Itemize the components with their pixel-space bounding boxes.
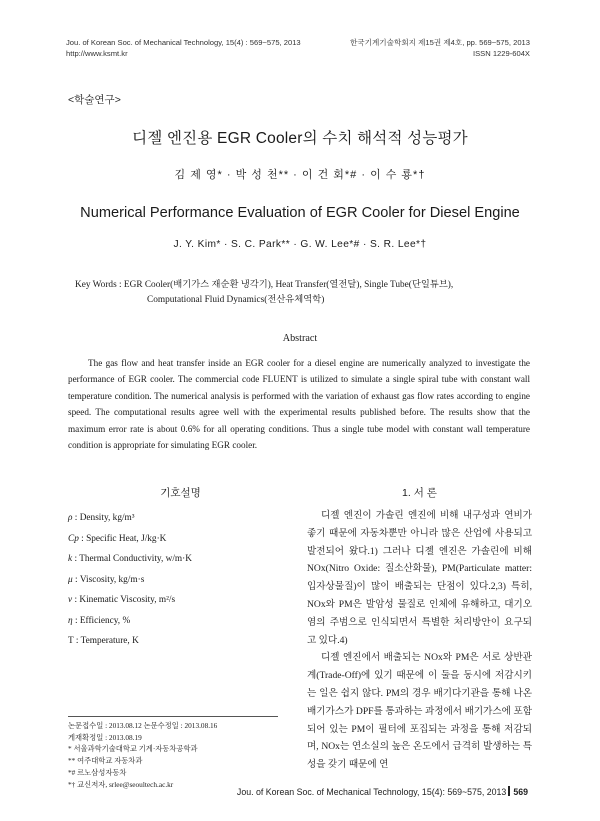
introduction-paragraph-2: 디젤 엔진에서 배출되는 NOx와 PM은 서로 상반관계(Trade-Off)에 있기 때문에 이 둘을 동시에 저감시키는 일은 쉽지 않다. PM의 경우 배기다기관을 통해 나온 배기가스가 DPF를 통과하는 과정에서 배기가스에 포함되어 있는 PM이 필터에 포집되는 과정을 통해 저감되며, NOx는 연소실의 높은 온도에서 급격히 발생하는 특성을 갖기 때문에 연 [307,652,532,771]
footer-citation: Jou. of Korean Soc. of Mechanical Technology, 15(4): 569~575, 2013 [236,787,507,797]
nomenclature-item: η : Efficiency, % [68,615,131,626]
nomenclature-list [68,508,298,652]
article-category: <학술연구> [68,94,121,106]
journal-citation-en: Jou. of Korean Soc. of Mechanical Technology, 15(4) : 569~575, 2013 [66,38,301,47]
nomenclature-item: T : Temperature, K [68,636,139,646]
footnotes [68,720,303,790]
accepted-date: 게재확정일 : 2013.08.19 [68,732,142,742]
keywords-line2: Computational Fluid Dynamics(전산유체역학) [147,295,325,305]
nomenclature-item: μ : Viscosity, kg/m·s [68,574,145,585]
introduction-paragraph-1: 디젤 엔진이 가솔린 엔진에 비해 내구성과 연비가 좋기 때문에 자동차뿐만 아니라 많은 산업에 사용되고 발전되어 왔다.1) 그러나 디젤 엔진은 가솔린에 비해 NOx(Nitro Oxide: 질소산화물), PM(Particulate matter: 입자상물질)이 많이 배출되는 단점이 있다.2,3) 특히, NOx와 PM은 발암성 물질로 인체에 유해하고, 대기오염의 주범으로 인식되면서 특별한 처리방안이 요구되고 있다.4) [307,510,532,646]
running-header-left [66,38,301,59]
nomenclature-heading: 기호설명 [160,487,201,499]
page-number: 569 [513,787,528,797]
running-header-right [350,38,530,59]
received-dates: 논문접수일 : 2013.08.12 논문수정일 : 2013.08.16 [68,721,218,730]
section-heading-introduction: 1. 서 론 [402,487,437,499]
journal-citation-ko: 한국기계기술학회지 제15권 제4호, pp. 569~575, 2013 [349,38,530,47]
nomenclature-item: ρ : Density, kg/m³ [68,513,135,523]
nomenclature-item: Cp : Specific Heat, J/kg·K [68,533,167,544]
introduction-body [307,507,532,774]
title-korean: 디젤 엔진용 EGR Cooler의 수치 해석적 성능평가 [132,130,468,147]
affiliation-3: *# 르노삼성자동차 [68,767,127,777]
footer-separator [508,786,510,796]
page-footer [237,786,528,797]
nomenclature-item: ν : Kinematic Viscosity, m²/s [68,595,176,605]
title-english: Numerical Performance Evaluation of EGR Cooler for Diesel Engine [80,205,520,221]
footnote-divider [68,716,278,717]
keywords [75,278,545,308]
abstract-text: The gas flow and heat transfer inside an EGR cooler for a diesel engine are numerically analyzed to investigate the performance of EGR cooler. The commercial code FLUENT is utilized to simulate a single spiral tube with constant wall temperature condition. The numerical analysis is performed with the variation of exhaust gas flow rates according to engine speed. The computational results agree well with the experimental results published before. The results show that the maximum error rate is about 0.6% for all operating conditions. Thus a single tube model with constant wall temperature condition is appropriate for simulating EGR cooler. [68,358,530,451]
issn: ISSN 1229-604X [473,48,530,58]
affiliation-1: * 서울과학기술대학교 기계·자동차공학과 [68,744,198,754]
keywords-label: Key Words : [75,280,124,290]
abstract-heading: Abstract [282,333,318,344]
journal-url: http://www.ksmt.kr [66,48,128,58]
affiliation-4: *† 교신저자, srlee@seoultech.ac.kr [68,779,174,789]
affiliation-2: ** 여주대학교 자동차과 [68,756,143,766]
keywords-line1: EGR Cooler(배기가스 재순환 냉각기), Heat Transfer(열전달), Single Tube(단일튜브), [123,280,454,290]
authors-english: J. Y. Kim* · S. C. Park** · G. W. Lee*# · S. R. Lee*† [173,239,427,250]
nomenclature-item: k : Thermal Conductivity, w/m·K [68,554,192,564]
authors-korean: 김 제 영* · 박 성 천** · 이 건 회*# · 이 수 룡*† [174,169,426,181]
